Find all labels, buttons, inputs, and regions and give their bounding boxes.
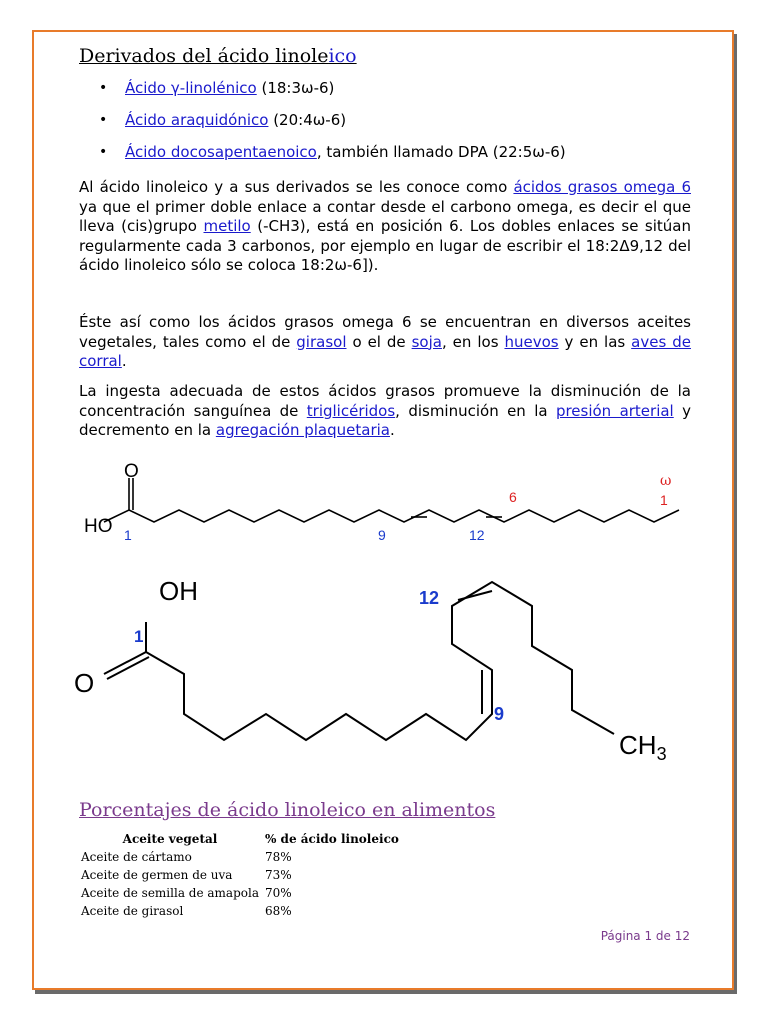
list-item	[79, 142, 566, 174]
carbon-chain	[104, 478, 679, 522]
table-cell: Aceite de girasol	[81, 904, 184, 918]
link-aves[interactable]: aves de corral	[79, 332, 691, 370]
table-cell: 73%	[264, 868, 292, 882]
list-item-detail: (18:3ω-6)	[256, 79, 335, 97]
table-cell: 70%	[264, 886, 292, 900]
paragraph-omega6: Al ácido linoleico y a sus derivados se les conoce como ácidos grasos omega 6 ya que el primer doble enlace a contar desde el carbono omega, es decir el que lleva (cis)grupo metilo (-CH3), está en posición 6. Los dobles enlaces se sitúan regularmente cada 3 carbonos, por ejemplo en lugar de escribir el 18:2Δ9,12 del ácido linoleico sólo se coloca 18:2ω-6]).	[79, 178, 692, 274]
list-item-detail: , también llamado DPA (22:5ω-6)	[316, 143, 566, 161]
omega-1-label: 1	[660, 492, 668, 508]
list-item	[79, 78, 566, 110]
table-row	[79, 902, 403, 920]
list-item-detail: (20:4ω-6)	[268, 111, 347, 129]
page-title	[79, 45, 357, 67]
table-cell: 68%	[264, 904, 292, 918]
bullet-icon: •	[99, 80, 108, 96]
link-soja[interactable]: soja	[411, 332, 442, 351]
link-presion[interactable]: presión arterial	[555, 401, 674, 420]
title-text: Derivados del ácido linole	[79, 45, 329, 67]
omega-symbol: ω	[660, 473, 672, 489]
table-row	[79, 848, 403, 866]
link-agregacion[interactable]: agregación plaquetaria	[215, 421, 390, 439]
ch3-label: $CH_3$	[619, 730, 667, 764]
table-row	[79, 884, 403, 902]
ho-label: HO	[84, 516, 113, 537]
carbon-9-label: 9	[494, 704, 505, 724]
carbon-1-label: 1	[124, 527, 132, 543]
table-cell: Aceite de semilla de amapola	[81, 886, 259, 900]
paragraph-sources: Éste así como los ácidos grasos omega 6 se encuentran en diversos aceites vegetales, tales como el de girasol o el de soja, en los huevos y en las aves de corral.	[79, 313, 691, 370]
link-arachidonic[interactable]: Ácido araquidónico	[125, 111, 269, 129]
table-header-row	[79, 830, 403, 848]
link-trigliceridos[interactable]: triglicéridos	[306, 401, 396, 420]
carbon-9-label: 9	[378, 527, 386, 543]
o-label: O	[124, 461, 139, 482]
table-cell: Aceite de cártamo	[81, 850, 192, 864]
carbon-1-label: 1	[134, 627, 144, 646]
document-page	[32, 30, 734, 990]
omega-6-label: 6	[509, 489, 517, 505]
section-heading: Porcentajes de ácido linoleico en alimentos	[79, 799, 496, 821]
linoleic-table	[79, 830, 403, 920]
column-header-percent: % de ácido linoleico	[264, 832, 399, 846]
link-omega6[interactable]: ácidos grasos omega 6	[513, 178, 691, 196]
link-docosapentaenoic[interactable]: Ácido docosapentaenoico	[125, 143, 317, 161]
bullet-icon: •	[99, 144, 108, 160]
link-huevos[interactable]: huevos	[504, 332, 559, 351]
derivatives-list	[79, 78, 566, 174]
table-row	[79, 866, 403, 884]
bullet-icon: •	[99, 112, 108, 128]
link-gamma-linolenic[interactable]: Ácido γ-linolénico	[125, 79, 257, 97]
page-number: Página 1 de 12	[600, 929, 690, 943]
carbon-12-label: 12	[419, 588, 440, 608]
linoleic-bent-diagram	[74, 562, 714, 802]
table-cell: 78%	[264, 850, 292, 864]
link-metilo[interactable]: metilo	[203, 217, 251, 235]
oh-label: OH	[159, 576, 198, 606]
table-cell: Aceite de germen de uva	[81, 868, 233, 882]
paragraph-benefits: La ingesta adecuada de estos ácidos grasos promueve la disminución de la concentración sanguínea de triglicéridos, disminución en la presión arterial y decremento en la agregación plaquetaria.	[79, 382, 691, 439]
o-label: O	[74, 668, 95, 698]
carbon-12-label: 12	[469, 527, 485, 543]
link-girasol[interactable]: girasol	[296, 332, 347, 351]
list-item	[79, 110, 566, 142]
title-link[interactable]: ico	[328, 45, 357, 67]
column-header-oil: Aceite vegetal	[122, 832, 218, 846]
